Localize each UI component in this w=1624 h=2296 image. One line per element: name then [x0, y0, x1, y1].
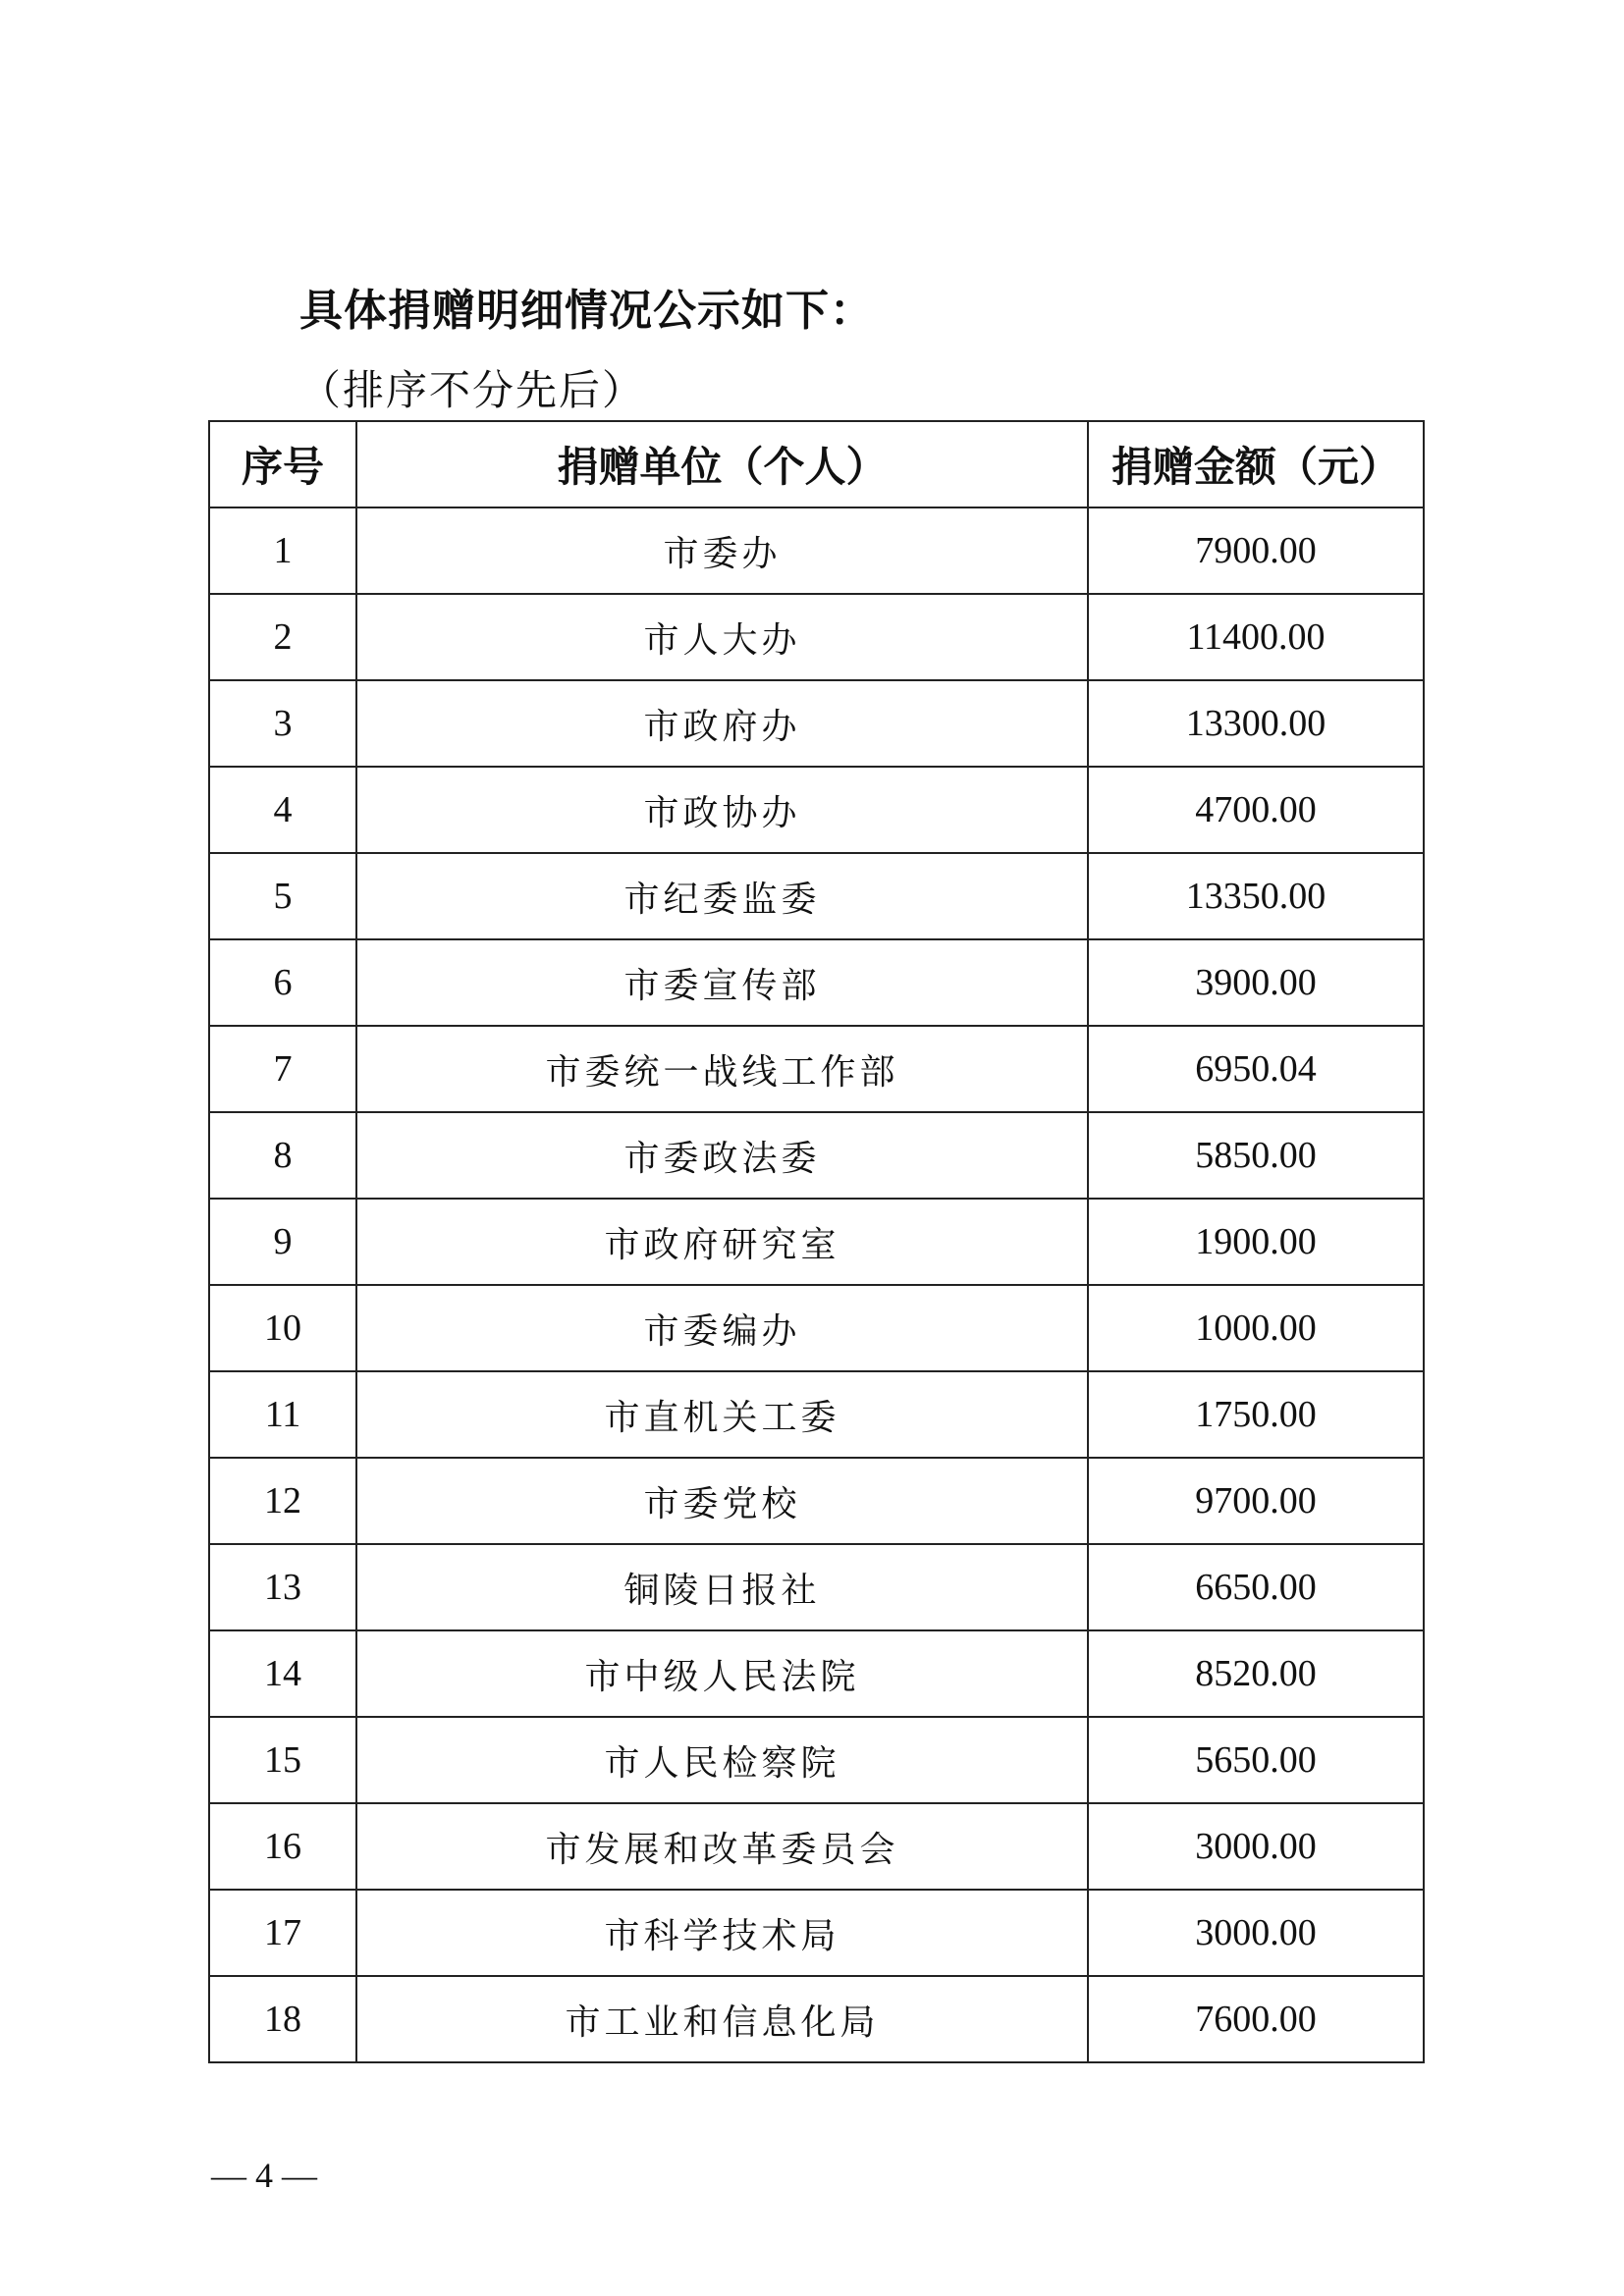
row-serial-number: 11	[209, 1371, 356, 1458]
donation-table	[208, 420, 1425, 2063]
header-serial-number: 序号	[209, 421, 356, 507]
table-row	[209, 594, 1424, 680]
row-serial-number: 10	[209, 1285, 356, 1371]
row-serial-number: 2	[209, 594, 356, 680]
row-serial-number: 14	[209, 1630, 356, 1717]
table-row	[209, 1458, 1424, 1544]
table-row	[209, 1371, 1424, 1458]
row-serial-number: 13	[209, 1544, 356, 1630]
row-donor-unit: 市中级人民法院	[356, 1630, 1088, 1717]
table-row	[209, 1803, 1424, 1890]
table-row	[209, 1717, 1424, 1803]
table-row	[209, 507, 1424, 594]
row-donation-amount: 5850.00	[1088, 1112, 1424, 1199]
row-donation-amount: 1000.00	[1088, 1285, 1424, 1371]
row-donor-unit: 市发展和改革委员会	[356, 1803, 1088, 1890]
row-donation-amount: 6650.00	[1088, 1544, 1424, 1630]
row-serial-number: 18	[209, 1976, 356, 2062]
row-donor-unit: 市政府办	[356, 680, 1088, 767]
row-donation-amount: 3000.00	[1088, 1890, 1424, 1976]
page-number: — 4 —	[211, 2156, 317, 2195]
table-body	[209, 507, 1424, 2062]
row-donation-amount: 1900.00	[1088, 1199, 1424, 1285]
order-note: （排序不分先后）	[299, 366, 646, 414]
row-donor-unit: 市直机关工委	[356, 1371, 1088, 1458]
row-donation-amount: 4700.00	[1088, 767, 1424, 853]
row-donor-unit: 市委办	[356, 507, 1088, 594]
row-donor-unit: 市科学技术局	[356, 1890, 1088, 1976]
row-donation-amount: 7600.00	[1088, 1976, 1424, 2062]
row-serial-number: 17	[209, 1890, 356, 1976]
table-row	[209, 1285, 1424, 1371]
table-row	[209, 1199, 1424, 1285]
row-donor-unit: 市政协办	[356, 767, 1088, 853]
row-serial-number: 9	[209, 1199, 356, 1285]
row-donation-amount: 5650.00	[1088, 1717, 1424, 1803]
table-row	[209, 1890, 1424, 1976]
row-donation-amount: 8520.00	[1088, 1630, 1424, 1717]
row-donor-unit: 市委宣传部	[356, 939, 1088, 1026]
table-row	[209, 853, 1424, 939]
row-donation-amount: 3000.00	[1088, 1803, 1424, 1890]
row-donor-unit: 市人民检察院	[356, 1717, 1088, 1803]
header-donor-unit: 捐赠单位（个人）	[356, 421, 1088, 507]
row-donor-unit: 市委党校	[356, 1458, 1088, 1544]
table-row	[209, 1112, 1424, 1199]
row-serial-number: 4	[209, 767, 356, 853]
table-row	[209, 1026, 1424, 1112]
row-donation-amount: 11400.00	[1088, 594, 1424, 680]
row-serial-number: 16	[209, 1803, 356, 1890]
row-donor-unit: 市政府研究室	[356, 1199, 1088, 1285]
row-serial-number: 5	[209, 853, 356, 939]
row-donor-unit: 市工业和信息化局	[356, 1976, 1088, 2062]
table-row	[209, 1976, 1424, 2062]
row-donation-amount: 13350.00	[1088, 853, 1424, 939]
table-row	[209, 939, 1424, 1026]
table-header-row	[209, 421, 1424, 507]
row-serial-number: 3	[209, 680, 356, 767]
row-donation-amount: 3900.00	[1088, 939, 1424, 1026]
row-donation-amount: 7900.00	[1088, 507, 1424, 594]
row-donor-unit: 市委编办	[356, 1285, 1088, 1371]
row-donation-amount: 9700.00	[1088, 1458, 1424, 1544]
row-donor-unit: 市纪委监委	[356, 853, 1088, 939]
row-donor-unit: 铜陵日报社	[356, 1544, 1088, 1630]
row-donor-unit: 市人大办	[356, 594, 1088, 680]
table-row	[209, 1544, 1424, 1630]
row-donor-unit: 市委政法委	[356, 1112, 1088, 1199]
header-donation-amount: 捐赠金额（元）	[1088, 421, 1424, 507]
row-donor-unit: 市委统一战线工作部	[356, 1026, 1088, 1112]
row-donation-amount: 6950.04	[1088, 1026, 1424, 1112]
intro-text: 具体捐赠明细情况公示如下：	[299, 286, 874, 336]
row-donation-amount: 1750.00	[1088, 1371, 1424, 1458]
table-row	[209, 1630, 1424, 1717]
row-serial-number: 1	[209, 507, 356, 594]
row-serial-number: 8	[209, 1112, 356, 1199]
table-row	[209, 680, 1424, 767]
row-serial-number: 7	[209, 1026, 356, 1112]
row-donation-amount: 13300.00	[1088, 680, 1424, 767]
row-serial-number: 6	[209, 939, 356, 1026]
row-serial-number: 12	[209, 1458, 356, 1544]
table-row	[209, 767, 1424, 853]
row-serial-number: 15	[209, 1717, 356, 1803]
